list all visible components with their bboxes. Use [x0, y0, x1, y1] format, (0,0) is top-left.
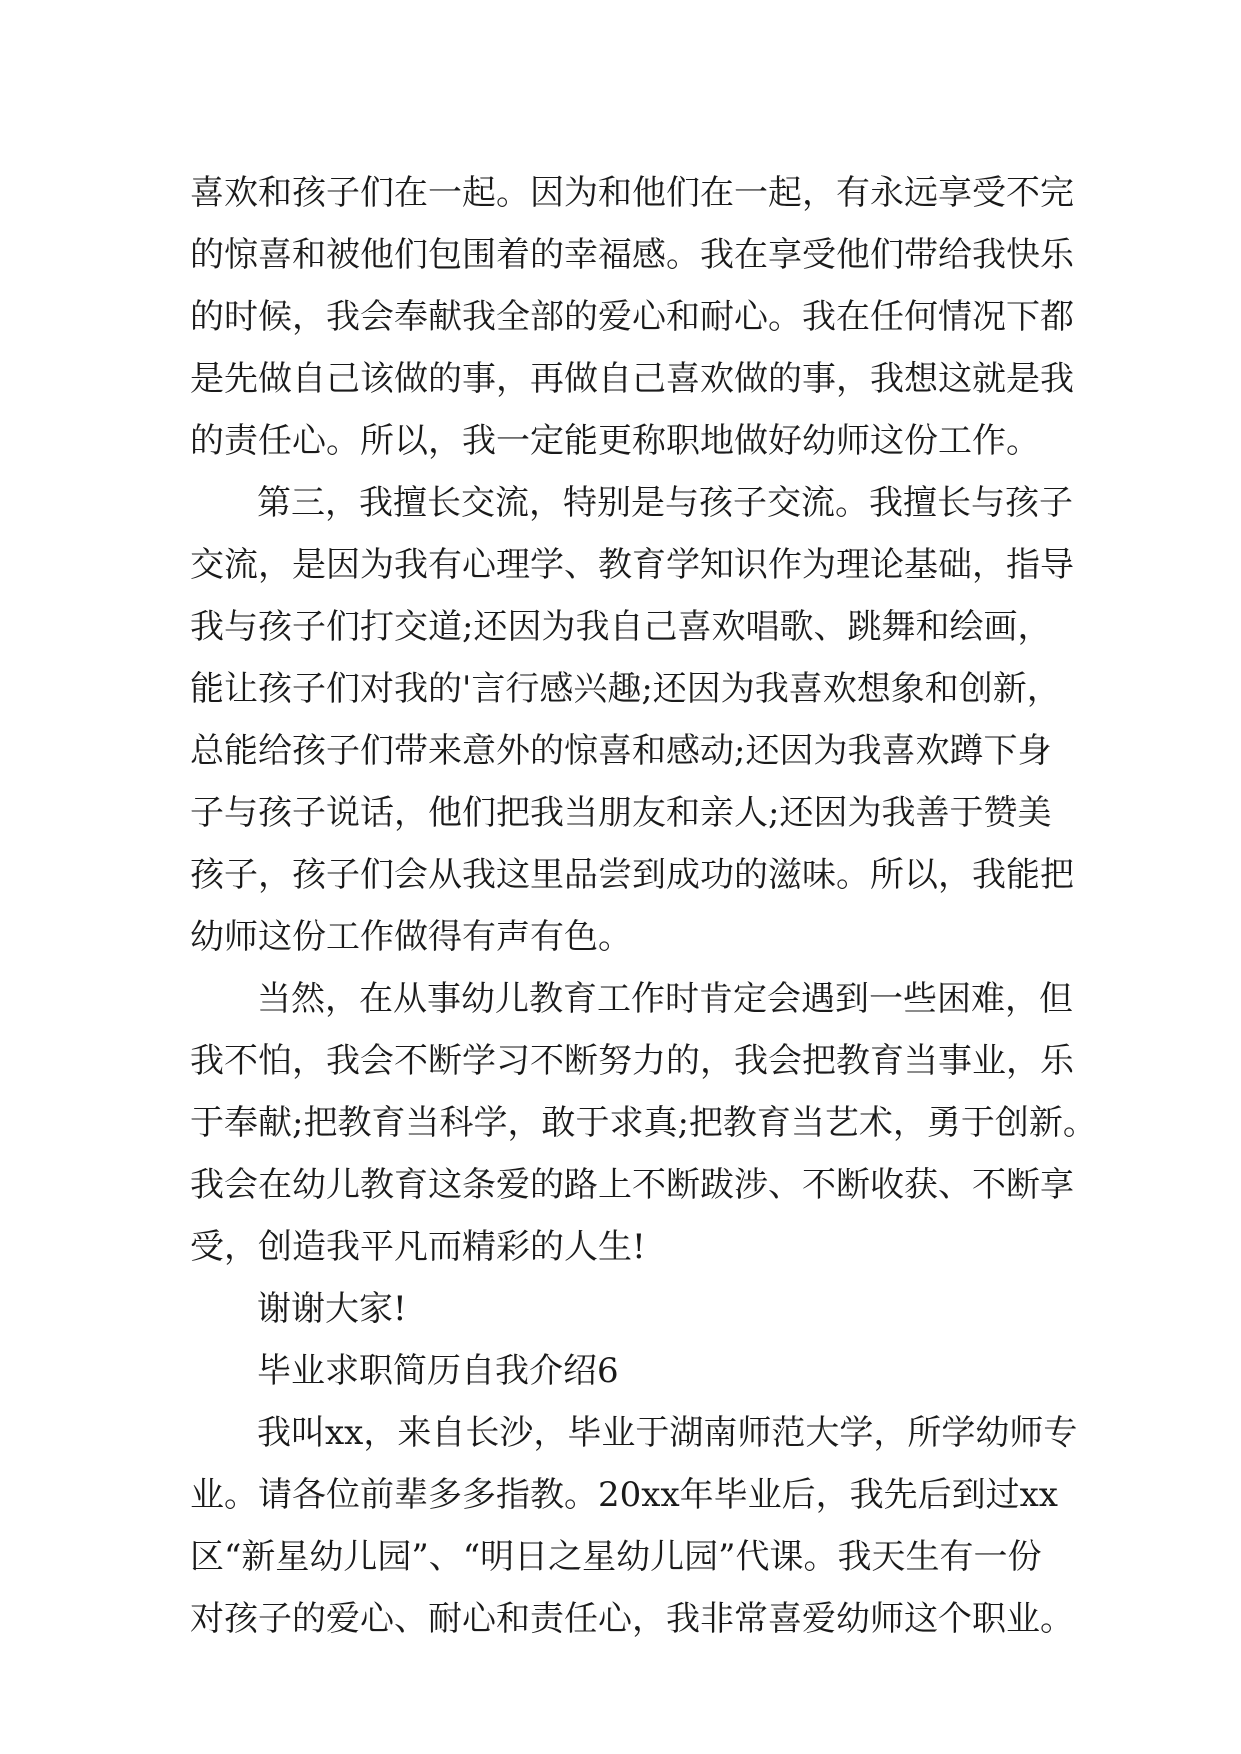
text-line: 受，创造我平凡而精彩的人生!: [190, 1227, 646, 1267]
text-line: 子与孩子说话，他们把我当朋友和亲人;还因为我善于赞美: [190, 793, 1052, 833]
text-line: 我不怕，我会不断学习不断努力的，我会把教育当事业，乐: [190, 1041, 1074, 1081]
text-line: 的惊喜和被他们包围着的幸福感。我在享受他们带给我快乐: [190, 235, 1074, 275]
text-line: 的责任心。所以，我一定能更称职地做好幼师这份工作。: [190, 421, 1040, 461]
paragraph-start-line: 第三，我擅长交流，特别是与孩子交流。我擅长与孩子: [257, 483, 1073, 523]
text-line: 是先做自己该做的事，再做自己喜欢做的事，我想这就是我: [190, 359, 1074, 399]
text-line: 喜欢和孩子们在一起。因为和他们在一起，有永远享受不完: [190, 173, 1074, 213]
text-line: 我会在幼儿教育这条爱的路上不断跋涉、不断收获、不断享: [190, 1165, 1074, 1205]
text-line: 于奉献;把教育当科学，敢于求真;把教育当艺术，勇于创新。: [190, 1103, 1097, 1143]
text-line: 业。请各位前辈多多指教。20xx年毕业后，我先后到过xx: [190, 1475, 1058, 1515]
closing-line: 谢谢大家!: [257, 1289, 407, 1329]
text-line: 孩子，孩子们会从我这里品尝到成功的滋味。所以，我能把: [190, 855, 1074, 895]
paragraph-start-line: 我叫xx，来自长沙，毕业于湖南师范大学，所学幼师专: [257, 1413, 1078, 1453]
text-line: 我与孩子们打交道;还因为我自己喜欢唱歌、跳舞和绘画，: [190, 607, 1052, 647]
text-line: 总能给孩子们带来意外的惊喜和感动;还因为我喜欢蹲下身: [190, 731, 1052, 771]
text-line: 能让孩子们对我的'言行感兴趣;还因为我喜欢想象和创新，: [190, 669, 1061, 709]
document-page: [190, 162, 1097, 1650]
text-line: 的时候，我会奉献我全部的爱心和耐心。我在任何情况下都: [190, 297, 1074, 337]
text-line: 区“新星幼儿园”、“明日之星幼儿园”代课。我天生有一份: [190, 1537, 1042, 1577]
text-line: 幼师这份工作做得有声有色。: [190, 917, 632, 957]
paragraph-start-line: 当然，在从事幼儿教育工作时肯定会遇到一些困难，但: [257, 979, 1073, 1019]
text-line: 对孩子的爱心、耐心和责任心，我非常喜爱幼师这个职业。: [190, 1599, 1074, 1639]
text-line: 交流，是因为我有心理学、教育学知识作为理论基础，指导: [190, 545, 1074, 585]
section-heading: 毕业求职简历自我介绍6: [257, 1351, 619, 1391]
